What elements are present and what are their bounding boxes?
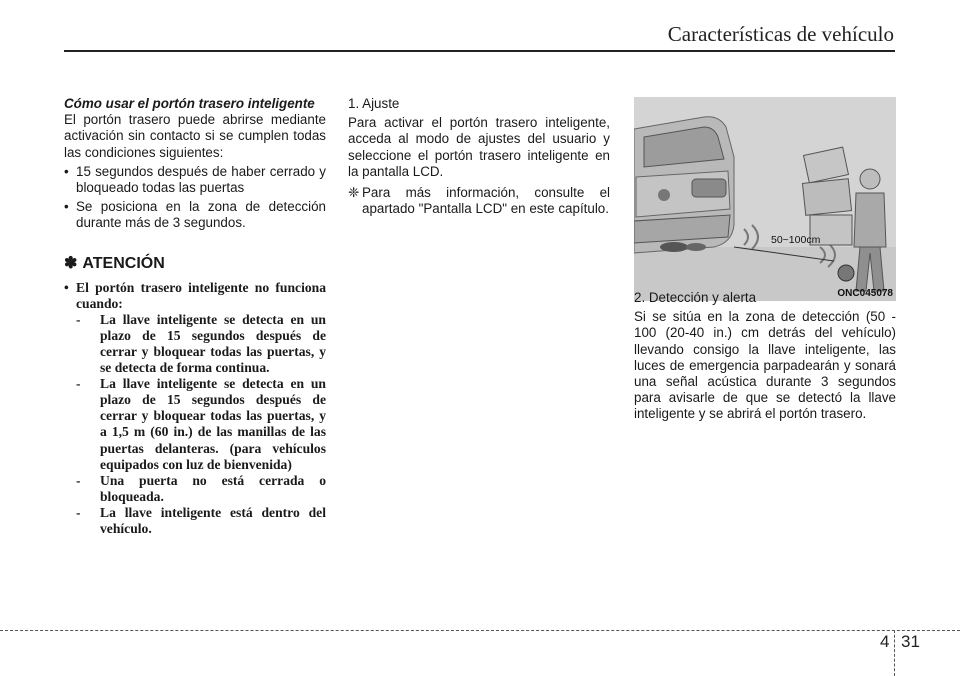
- attention-heading: [64, 254, 326, 274]
- attention-item: [64, 312, 326, 376]
- footer-rule: [0, 630, 960, 631]
- column-1: [64, 96, 326, 537]
- setting-paragraph: Para activar el portón trasero inteligente, acceda al modo de ajustes del usuario y seleccione el portón trasero inteligente en la pantalla LCD.: [348, 115, 610, 179]
- bullet-marker: •: [64, 163, 69, 179]
- attention-item: [64, 473, 326, 505]
- attention-block: [64, 280, 326, 538]
- note-icon: ❈: [348, 185, 360, 201]
- bullet-item: [64, 164, 326, 196]
- dash-marker: -: [76, 472, 81, 488]
- page-number-divider: [894, 630, 895, 676]
- dash-marker: -: [76, 311, 81, 327]
- dash-marker: -: [76, 376, 81, 392]
- note-text: Para más información, consulte el apartado "Pantalla LCD" en este capítulo.: [362, 185, 610, 217]
- attention-item: [64, 376, 326, 473]
- car-and-person-illustration: [634, 97, 896, 301]
- intro-paragraph: El portón trasero puede abrirse mediante activación sin contacto si se cumplen todas las condiciones siguientes:: [64, 112, 326, 160]
- header-rule: [64, 50, 895, 52]
- attention-item-text: Una puerta no está cerrada o bloqueada.: [100, 472, 326, 504]
- tailgate-illustration: [634, 97, 896, 301]
- attention-item-text: La llave inteligente se detecta en un plazo de 15 segundos después de cerrar y bloquear todas las puertas, y se detecta de forma continua.: [100, 311, 326, 376]
- detection-heading: 2. Detección y alerta: [634, 290, 757, 305]
- detection-paragraph: Si se sitúa en la zona de detección (50 - 100 (20-40 in.) cm detrás del vehículo) llevando consigo la llave inteligente, las luces de emergencia parpadearán y sonará una señal acústica durante 3 segundos para avisarle de que se detectó la llave inteligente y se abrirá el portón trasero.: [634, 309, 896, 422]
- bullet-item: [64, 199, 326, 231]
- attention-lead: El portón trasero inteligente no funciona cuando:: [76, 279, 326, 311]
- dash-marker: -: [76, 504, 81, 520]
- bullet-text: 15 segundos después de haber cerrado y bloqueado todas las puertas: [76, 163, 326, 196]
- attention-item: [64, 505, 326, 537]
- page-number: 31: [901, 632, 920, 651]
- attention-title: ATENCIÓN: [82, 254, 165, 272]
- column-2: [348, 96, 610, 217]
- distance-label: 50~100cm: [771, 234, 821, 246]
- bullet-marker: •: [64, 279, 69, 295]
- figure-code: ONC045078: [837, 288, 893, 299]
- chapter-number: 4: [880, 632, 890, 651]
- bullet-text: Se posiciona en la zona de detección durante más de 3 segundos.: [76, 199, 326, 231]
- note-item: [348, 185, 610, 217]
- attention-icon: ✽: [64, 254, 78, 272]
- attention-lead-item: [64, 280, 326, 312]
- attention-item-text: La llave inteligente se detecta en un plazo de 15 segundos después de cerrar y bloquear todas las puertas, y a 1,5 m (60 in.) de las manillas de las puertas delanteras. (para vehículos equipados con luz de bienvenida): [100, 376, 326, 472]
- column-3: [634, 290, 896, 423]
- section-subtitle: Cómo usar el portón trasero inteligente: [64, 96, 315, 111]
- attention-item-text: La llave inteligente está dentro del vehículo.: [100, 504, 326, 537]
- page-header-title: Características de vehículo: [667, 22, 894, 46]
- bullet-marker: •: [64, 199, 69, 215]
- setting-heading: 1. Ajuste: [348, 96, 400, 111]
